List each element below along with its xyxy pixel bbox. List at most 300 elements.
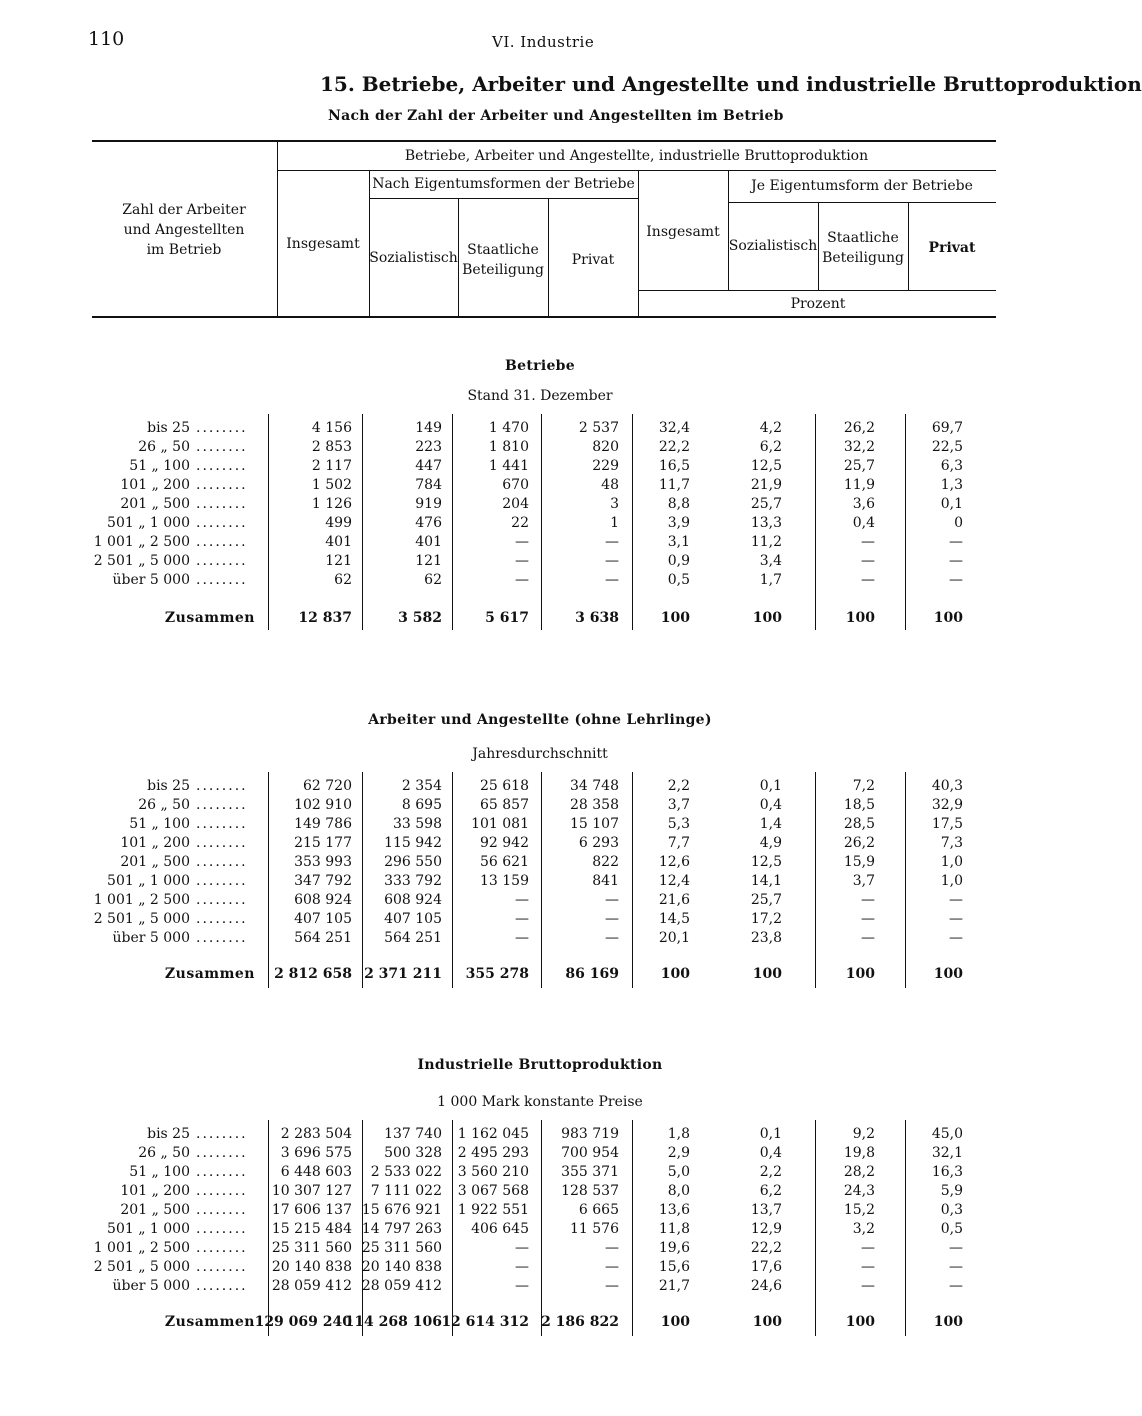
leader-dots: ........: [196, 1164, 248, 1180]
cell-sozialistisch: 407 105: [384, 911, 442, 927]
cell-staatliche-pct: —: [861, 892, 875, 908]
cell-insgesamt-pct: 8,0: [667, 1183, 690, 1199]
cell-sozialistisch-pct: 25,7: [750, 496, 782, 512]
cell-privat: —: [605, 534, 619, 550]
total-sozialistisch-pct: 100: [752, 610, 782, 626]
col-header-line: Beteiligung: [462, 262, 544, 278]
leader-dots: ........: [196, 1126, 248, 1142]
row-label: über 5 000: [112, 572, 190, 588]
col-header-line: Beteiligung: [822, 250, 904, 266]
cell-sozialistisch-pct: 12,5: [750, 458, 782, 474]
cell-sozialistisch: 333 792: [384, 873, 442, 889]
cell-insgesamt: 353 993: [294, 854, 352, 870]
cell-insgesamt: 1 502: [311, 477, 352, 493]
cell-staatliche-beteiligung: —: [515, 1259, 529, 1275]
cell-staatliche-pct: 25,7: [843, 458, 875, 474]
col-header-sozialistisch: Sozialistisch: [369, 250, 458, 266]
total-insgesamt-pct: 100: [660, 966, 690, 982]
total-privat: 86 169: [565, 966, 619, 982]
cell-insgesamt-pct: 11,7: [658, 477, 690, 493]
cell-insgesamt-pct: 5,0: [667, 1164, 690, 1180]
row-label: 501 „ 1 000: [107, 1221, 190, 1237]
cell-privat: 2 537: [578, 420, 619, 436]
cell-privat-pct: —: [949, 1259, 963, 1275]
cell-staatliche-pct: 3,6: [852, 496, 875, 512]
cell-insgesamt-pct: 2,9: [667, 1145, 690, 1161]
cell-insgesamt-pct: 3,1: [667, 534, 690, 550]
cell-insgesamt: 499: [325, 515, 352, 531]
cell-privat-pct: 0: [954, 515, 963, 531]
section-unit: Stand 31. Dezember: [467, 388, 613, 404]
spanner-rule: [277, 170, 996, 171]
leader-dots: ........: [196, 930, 248, 946]
row-label: über 5 000: [112, 1278, 190, 1294]
row-label: bis 25: [147, 420, 190, 436]
cell-privat-pct: —: [949, 911, 963, 927]
cell-insgesamt: 62: [334, 572, 352, 588]
cell-sozialistisch-pct: 0,1: [759, 1126, 782, 1142]
table-row: [0, 797, 1024, 816]
header-top-rule: [92, 140, 996, 142]
cell-privat-pct: 32,1: [931, 1145, 963, 1161]
cell-staatliche-pct: —: [861, 553, 875, 569]
cell-insgesamt-pct: 3,7: [667, 797, 690, 813]
leader-dots: ........: [196, 816, 248, 832]
table-row: [0, 1259, 1024, 1278]
cell-staatliche-pct: —: [861, 534, 875, 550]
group-header-eigentumsformen: Nach Eigentumsformen der Betriebe: [372, 176, 635, 192]
cell-insgesamt: 1 126: [311, 496, 352, 512]
total-staatliche-pct: 100: [845, 610, 875, 626]
leader-dots: ........: [196, 515, 248, 531]
cell-privat: —: [605, 892, 619, 908]
table-row: [0, 778, 1024, 797]
row-label: über 5 000: [112, 930, 190, 946]
row-label: 501 „ 1 000: [107, 515, 190, 531]
cell-privat-pct: 1,0: [940, 854, 963, 870]
cell-privat-pct: 1,3: [940, 477, 963, 493]
table-row: [0, 458, 1024, 477]
stub-header: [92, 200, 276, 260]
total-privat: 3 638: [575, 610, 619, 626]
cell-staatliche-pct: 3,2: [852, 1221, 875, 1237]
leader-dots: ........: [196, 1278, 248, 1294]
total-sozialistisch: 114 268 106: [344, 1314, 442, 1330]
row-label: bis 25: [147, 1126, 190, 1142]
page-number: 110: [88, 28, 125, 50]
cell-privat-pct: —: [949, 553, 963, 569]
cell-sozialistisch: 784: [415, 477, 442, 493]
cell-insgesamt-pct: 11,8: [658, 1221, 690, 1237]
total-insgesamt-pct: 100: [660, 1314, 690, 1330]
cell-insgesamt: 3 696 575: [280, 1145, 352, 1161]
cell-sozialistisch-pct: 6,2: [759, 439, 782, 455]
cell-staatliche-beteiligung: 670: [502, 477, 529, 493]
cell-sozialistisch-pct: 24,6: [750, 1278, 782, 1294]
total-row: [0, 1314, 1024, 1333]
cell-staatliche-pct: 26,2: [843, 835, 875, 851]
cell-insgesamt: 62 720: [303, 778, 352, 794]
cell-sozialistisch: 2 533 022: [370, 1164, 442, 1180]
cell-sozialistisch-pct: 2,2: [759, 1164, 782, 1180]
leader-dots: ........: [196, 1202, 248, 1218]
cell-privat-pct: —: [949, 892, 963, 908]
cell-privat-pct: 6,3: [940, 458, 963, 474]
cell-sozialistisch: 564 251: [384, 930, 442, 946]
cell-sozialistisch: 500 328: [384, 1145, 442, 1161]
cell-privat: 355 371: [561, 1164, 619, 1180]
col-header-staatliche-beteiligung: [458, 240, 548, 280]
total-sozialistisch-pct: 100: [752, 1314, 782, 1330]
group-header-je-eigentumsform: Je Eigentumsform der Betriebe: [751, 178, 973, 194]
cell-insgesamt: 28 059 412: [271, 1278, 352, 1294]
cell-insgesamt: 20 140 838: [271, 1259, 352, 1275]
row-label: 26 „ 50: [138, 1145, 190, 1161]
total-label: Zusammen: [164, 610, 255, 626]
cell-privat: 229: [592, 458, 619, 474]
row-label: bis 25: [147, 778, 190, 794]
cell-insgesamt-pct: 5,3: [667, 816, 690, 832]
cell-staatliche-beteiligung: 1 470: [488, 420, 529, 436]
cell-staatliche-pct: 9,2: [852, 1126, 875, 1142]
cell-privat: 820: [592, 439, 619, 455]
cell-insgesamt: 10 307 127: [271, 1183, 352, 1199]
cell-insgesamt-pct: 21,7: [658, 1278, 690, 1294]
total-staatliche-pct: 100: [845, 966, 875, 982]
cell-sozialistisch-pct: 12,9: [750, 1221, 782, 1237]
cell-privat: 983 719: [561, 1126, 619, 1142]
cell-sozialistisch-pct: 4,2: [759, 420, 782, 436]
cell-insgesamt-pct: 1,8: [667, 1126, 690, 1142]
col-header-sozialistisch-pct: Sozialistisch: [728, 238, 818, 254]
cell-sozialistisch-pct: 13,3: [750, 515, 782, 531]
row-label: 26 „ 50: [138, 797, 190, 813]
cell-staatliche-pct: 24,3: [843, 1183, 875, 1199]
col-header-privat-pct: Privat: [928, 240, 976, 256]
cell-insgesamt-pct: 0,9: [667, 553, 690, 569]
cell-staatliche-beteiligung: 1 162 045: [457, 1126, 529, 1142]
header-divider: [638, 171, 639, 316]
table-row: [0, 911, 1024, 930]
total-label: Zusammen: [164, 1314, 255, 1330]
stub-header-line: und Angestellten: [123, 222, 245, 238]
cell-privat-pct: 17,5: [931, 816, 963, 832]
cell-staatliche-beteiligung: —: [515, 534, 529, 550]
row-label: 2 501 „ 5 000: [93, 553, 190, 569]
cell-insgesamt: 25 311 560: [271, 1240, 352, 1256]
table-row: [0, 553, 1024, 572]
cell-sozialistisch-pct: 11,2: [750, 534, 782, 550]
leader-dots: ........: [196, 911, 248, 927]
table-row: [0, 835, 1024, 854]
cell-privat: —: [605, 1259, 619, 1275]
cell-sozialistisch: 447: [415, 458, 442, 474]
total-staatliche-beteiligung: 5 617: [485, 610, 529, 626]
cell-privat: 11 576: [570, 1221, 619, 1237]
cell-staatliche-beteiligung: 1 810: [488, 439, 529, 455]
cell-privat: 700 954: [561, 1145, 619, 1161]
cell-staatliche-beteiligung: —: [515, 1240, 529, 1256]
cell-insgesamt-pct: 14,5: [658, 911, 690, 927]
cell-privat-pct: 16,3: [931, 1164, 963, 1180]
cell-sozialistisch: 476: [415, 515, 442, 531]
cell-sozialistisch-pct: 22,2: [750, 1240, 782, 1256]
cell-sozialistisch: 28 059 412: [361, 1278, 442, 1294]
cell-staatliche-pct: —: [861, 1240, 875, 1256]
cell-staatliche-beteiligung: —: [515, 553, 529, 569]
cell-staatliche-pct: —: [861, 930, 875, 946]
row-label: 101 „ 200: [120, 477, 190, 493]
cell-staatliche-beteiligung: —: [515, 911, 529, 927]
cell-staatliche-beteiligung: 101 081: [471, 816, 529, 832]
cell-privat-pct: 0,3: [940, 1202, 963, 1218]
leader-dots: ........: [196, 572, 248, 588]
table-row: [0, 496, 1024, 515]
cell-privat-pct: 45,0: [931, 1126, 963, 1142]
leader-dots: ........: [196, 797, 248, 813]
cell-staatliche-pct: 28,5: [843, 816, 875, 832]
leader-dots: ........: [196, 496, 248, 512]
table-row: [0, 1183, 1024, 1202]
cell-sozialistisch-pct: 4,9: [759, 835, 782, 851]
col-header-line: Staatliche: [827, 230, 899, 246]
cell-sozialistisch: 608 924: [384, 892, 442, 908]
cell-privat-pct: —: [949, 1240, 963, 1256]
header-divider: [277, 142, 278, 316]
cell-staatliche-beteiligung: 2 495 293: [457, 1145, 529, 1161]
cell-insgesamt-pct: 16,5: [658, 458, 690, 474]
cell-sozialistisch: 115 942: [384, 835, 442, 851]
cell-staatliche-beteiligung: —: [515, 572, 529, 588]
cell-staatliche-beteiligung: 56 621: [480, 854, 529, 870]
leader-dots: ........: [196, 534, 248, 550]
cell-insgesamt: 608 924: [294, 892, 352, 908]
row-label: 1 001 „ 2 500: [93, 1240, 190, 1256]
table-row: [0, 572, 1024, 591]
leader-dots: ........: [196, 458, 248, 474]
col-header-staatliche-pct: [818, 228, 908, 268]
cell-staatliche-pct: —: [861, 572, 875, 588]
cell-staatliche-pct: 0,4: [852, 515, 875, 531]
cell-sozialistisch-pct: 13,7: [750, 1202, 782, 1218]
cell-insgesamt-pct: 7,7: [667, 835, 690, 851]
table-row: [0, 534, 1024, 553]
cell-insgesamt-pct: 13,6: [658, 1202, 690, 1218]
row-label: 101 „ 200: [120, 835, 190, 851]
total-label: Zusammen: [164, 966, 255, 982]
cell-privat: 822: [592, 854, 619, 870]
cell-staatliche-pct: 3,7: [852, 873, 875, 889]
cell-privat: 28 358: [570, 797, 619, 813]
leader-dots: ........: [196, 835, 248, 851]
cell-privat-pct: 22,5: [931, 439, 963, 455]
cell-staatliche-pct: 28,2: [843, 1164, 875, 1180]
cell-staatliche-beteiligung: 406 645: [471, 1221, 529, 1237]
table-row: [0, 1126, 1024, 1145]
cell-staatliche-beteiligung: 1 922 551: [457, 1202, 529, 1218]
row-label: 26 „ 50: [138, 439, 190, 455]
cell-insgesamt-pct: 21,6: [658, 892, 690, 908]
leader-dots: ........: [196, 477, 248, 493]
stub-header-line: Zahl der Arbeiter: [122, 202, 246, 218]
row-label: 51 „ 100: [129, 1164, 190, 1180]
col-header-insgesamt-pct: Insgesamt: [646, 224, 720, 240]
cell-insgesamt-pct: 2,2: [667, 778, 690, 794]
cell-sozialistisch: 121: [415, 553, 442, 569]
leader-dots: ........: [196, 1221, 248, 1237]
cell-sozialistisch-pct: 1,7: [759, 572, 782, 588]
cell-privat-pct: 0,1: [940, 496, 963, 512]
cell-sozialistisch-pct: 21,9: [750, 477, 782, 493]
cell-sozialistisch: 8 695: [401, 797, 442, 813]
cell-sozialistisch: 62: [424, 572, 442, 588]
cell-privat-pct: 32,9: [931, 797, 963, 813]
row-label: 101 „ 200: [120, 1183, 190, 1199]
cell-staatliche-beteiligung: 204: [502, 496, 529, 512]
cell-staatliche-beteiligung: 1 441: [488, 458, 529, 474]
row-label: 201 „ 500: [120, 496, 190, 512]
leader-dots: ........: [196, 892, 248, 908]
cell-insgesamt-pct: 3,9: [667, 515, 690, 531]
total-row: [0, 966, 1024, 985]
cell-insgesamt-pct: 19,6: [658, 1240, 690, 1256]
cell-insgesamt: 17 606 137: [271, 1202, 352, 1218]
row-label: 501 „ 1 000: [107, 873, 190, 889]
cell-insgesamt: 407 105: [294, 911, 352, 927]
cell-staatliche-pct: —: [861, 911, 875, 927]
cell-sozialistisch-pct: 17,6: [750, 1259, 782, 1275]
cell-insgesamt: 2 853: [311, 439, 352, 455]
cell-insgesamt: 15 215 484: [271, 1221, 352, 1237]
cell-sozialistisch: 14 797 263: [361, 1221, 442, 1237]
cell-privat-pct: —: [949, 534, 963, 550]
section-unit: 1 000 Mark konstante Preise: [437, 1094, 643, 1110]
cell-staatliche-beteiligung: —: [515, 1278, 529, 1294]
table-row: [0, 1202, 1024, 1221]
cell-insgesamt: 215 177: [294, 835, 352, 851]
cell-staatliche-beteiligung: 13 159: [480, 873, 529, 889]
total-staatliche-beteiligung: 355 278: [465, 966, 529, 982]
leader-dots: ........: [196, 1145, 248, 1161]
row-label: 1 001 „ 2 500: [93, 534, 190, 550]
cell-sozialistisch: 25 311 560: [361, 1240, 442, 1256]
cell-insgesamt: 102 910: [294, 797, 352, 813]
cell-privat: 6 665: [578, 1202, 619, 1218]
cell-insgesamt-pct: 12,4: [658, 873, 690, 889]
total-privat-pct: 100: [933, 966, 963, 982]
cell-sozialistisch-pct: 3,4: [759, 553, 782, 569]
cell-privat: —: [605, 930, 619, 946]
cell-sozialistisch-pct: 1,4: [759, 816, 782, 832]
leader-dots: ........: [196, 873, 248, 889]
cell-insgesamt: 2 283 504: [280, 1126, 352, 1142]
leader-dots: ........: [196, 1183, 248, 1199]
cell-insgesamt-pct: 20,1: [658, 930, 690, 946]
cell-staatliche-beteiligung: —: [515, 892, 529, 908]
leader-dots: ........: [196, 553, 248, 569]
table-subtitle: Nach der Zahl der Arbeiter und Angestellten im Betrieb: [328, 108, 784, 124]
table-row: [0, 439, 1024, 458]
cell-sozialistisch: 401: [415, 534, 442, 550]
cell-privat-pct: 69,7: [931, 420, 963, 436]
cell-insgesamt-pct: 8,8: [667, 496, 690, 512]
cell-insgesamt: 347 792: [294, 873, 352, 889]
spanner-header: Betriebe, Arbeiter und Angestellte, industrielle Bruttoproduktion: [404, 148, 869, 164]
group-rule: [728, 202, 996, 203]
cell-staatliche-beteiligung: 3 067 568: [457, 1183, 529, 1199]
cell-privat-pct: 40,3: [931, 778, 963, 794]
table-row: [0, 816, 1024, 835]
prozent-label: Prozent: [790, 296, 846, 312]
cell-staatliche-beteiligung: —: [515, 930, 529, 946]
row-label: 2 501 „ 5 000: [93, 911, 190, 927]
cell-staatliche-pct: 26,2: [843, 420, 875, 436]
cell-staatliche-pct: 19,8: [843, 1145, 875, 1161]
cell-privat: —: [605, 553, 619, 569]
cell-sozialistisch: 296 550: [384, 854, 442, 870]
cell-privat-pct: 5,9: [940, 1183, 963, 1199]
cell-insgesamt: 2 117: [311, 458, 352, 474]
cell-insgesamt-pct: 22,2: [658, 439, 690, 455]
table-row: [0, 1278, 1024, 1297]
cell-privat: 1: [610, 515, 619, 531]
cell-privat-pct: —: [949, 1278, 963, 1294]
cell-sozialistisch-pct: 12,5: [750, 854, 782, 870]
cell-insgesamt-pct: 12,6: [658, 854, 690, 870]
cell-insgesamt: 121: [325, 553, 352, 569]
cell-staatliche-pct: 15,2: [843, 1202, 875, 1218]
cell-sozialistisch: 919: [415, 496, 442, 512]
table-row: [0, 854, 1024, 873]
section-title: Arbeiter und Angestellte (ohne Lehrlinge): [368, 712, 712, 728]
row-label: 201 „ 500: [120, 1202, 190, 1218]
cell-sozialistisch: 137 740: [384, 1126, 442, 1142]
cell-sozialistisch: 20 140 838: [361, 1259, 442, 1275]
cell-insgesamt: 149 786: [294, 816, 352, 832]
table-row: [0, 1145, 1024, 1164]
total-sozialistisch: 2 371 211: [364, 966, 442, 982]
running-head: VI. Industrie: [492, 33, 595, 51]
row-label: 2 501 „ 5 000: [93, 1259, 190, 1275]
group-rule: [369, 198, 638, 199]
total-staatliche-pct: 100: [845, 1314, 875, 1330]
total-row: [0, 610, 1024, 629]
cell-insgesamt: 6 448 603: [280, 1164, 352, 1180]
section-unit: Jahresdurchschnitt: [472, 746, 608, 762]
cell-insgesamt: 4 156: [311, 420, 352, 436]
table-row: [0, 515, 1024, 534]
stub-header-line: im Betrieb: [146, 242, 222, 258]
cell-insgesamt-pct: 15,6: [658, 1259, 690, 1275]
cell-sozialistisch-pct: 25,7: [750, 892, 782, 908]
leader-dots: ........: [196, 420, 248, 436]
cell-privat: 6 293: [578, 835, 619, 851]
cell-sozialistisch-pct: 14,1: [750, 873, 782, 889]
total-privat: 2 186 822: [541, 1314, 619, 1330]
total-privat-pct: 100: [933, 610, 963, 626]
cell-insgesamt-pct: 0,5: [667, 572, 690, 588]
row-label: 51 „ 100: [129, 816, 190, 832]
header-bottom-rule: [92, 316, 996, 318]
cell-staatliche-pct: 15,9: [843, 854, 875, 870]
total-privat-pct: 100: [933, 1314, 963, 1330]
cell-staatliche-pct: —: [861, 1259, 875, 1275]
total-insgesamt: 12 837: [298, 610, 352, 626]
leader-dots: ........: [196, 439, 248, 455]
table-row: [0, 892, 1024, 911]
total-sozialistisch: 3 582: [398, 610, 442, 626]
cell-insgesamt: 564 251: [294, 930, 352, 946]
